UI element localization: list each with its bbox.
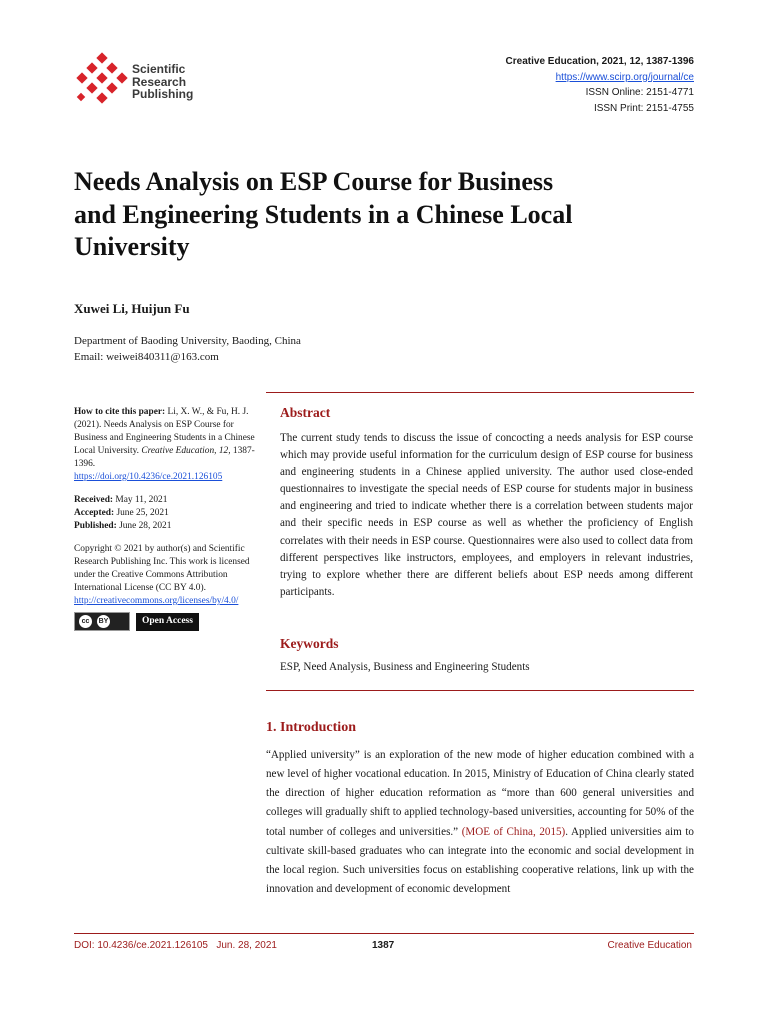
footer-doi-date: DOI: 10.4236/ce.2021.126105 Jun. 28, 2021 bbox=[74, 940, 277, 951]
open-access-badge: Open Access bbox=[136, 613, 199, 631]
page-number: 1387 bbox=[372, 940, 395, 951]
email: Email: weiwei840311@163.com bbox=[74, 351, 219, 363]
keywords-text: ESP, Need Analysis, Business and Engineering Students bbox=[280, 661, 530, 673]
logo-diamonds-icon bbox=[74, 52, 134, 112]
keywords-bottom-rule bbox=[266, 690, 694, 691]
published-line: Published: June 28, 2021 bbox=[74, 521, 172, 531]
cite-block bbox=[74, 406, 266, 471]
affiliation-block bbox=[74, 333, 301, 365]
paper-title: Needs Analysis on ESP Course for Business and Engineering Students in a Chinese Local University bbox=[74, 167, 573, 261]
abstract-text: The current study tends to discuss the issue of concocting a needs analysis for ESP course which may provide useful information for the curriculum design of ESP course for business and engineering students in a Chinese applied university. The author used close-ended questionnaires to investigate the special needs of ESP course for students major in business and engineering and tried to indicate whether there is a correlation between students major and their specific needs in ESP course as well as whether the proficiency of English correlates with their needs in ESP course. Questionnaires were also used to collect data from different perspectives like instructors, employees, and employers in relevant industries, trying to explore whether there are different beliefs about ESP needs among different participants. bbox=[280, 432, 693, 598]
footer-rule bbox=[74, 933, 694, 934]
journal-info bbox=[506, 54, 694, 116]
received-line: Received: May 11, 2021 bbox=[74, 495, 168, 505]
journal-url-link[interactable]: https://www.scirp.org/journal/ce bbox=[555, 71, 694, 83]
keywords-heading: Keywords bbox=[280, 636, 339, 651]
by-icon: BY bbox=[96, 614, 111, 629]
abstract-top-rule bbox=[266, 392, 694, 393]
copyright-text: Copyright © 2021 by author(s) and Scientific Research Publishing Inc. This work is licensed under the Creative Commons Attribution International License (CC BY 4.0). bbox=[74, 544, 250, 593]
publisher-name: Scientific Research Publishing bbox=[132, 62, 194, 101]
issn-online: ISSN Online: 2151-4771 bbox=[585, 87, 694, 98]
accepted-line: Accepted: June 25, 2021 bbox=[74, 508, 169, 518]
issn-print: ISSN Print: 2151-4755 bbox=[593, 102, 694, 114]
license-badges bbox=[74, 612, 266, 631]
cite-pages: 1387-1396. bbox=[74, 446, 255, 469]
cc-icon: cc bbox=[78, 614, 93, 629]
cite-label: How to cite this paper: bbox=[74, 407, 166, 417]
cite-journal: Creative Education, 12, bbox=[141, 446, 231, 456]
sidebar-info bbox=[74, 406, 266, 631]
cc-by-badge[interactable] bbox=[74, 612, 130, 631]
introduction-heading: 1. Introduction bbox=[266, 720, 356, 735]
authors: Xuwei Li, Huijun Fu bbox=[74, 301, 190, 316]
moe-citation-link[interactable]: (MOE of China, 2015) bbox=[461, 825, 566, 838]
abstract-heading: Abstract bbox=[280, 405, 331, 420]
journal-citation: Creative Education, 2021, 12, 1387-1396 bbox=[505, 56, 694, 67]
affiliation: Department of Baoding University, Baoding, China bbox=[74, 335, 301, 347]
doi-link[interactable]: https://doi.org/10.4236/ce.2021.126105 bbox=[74, 472, 223, 482]
cite-text: Li, X. W., & Fu, H. J. (2021). Needs Analysis on ESP Course for Business and Engineering Students in a Chinese Local University. bbox=[74, 407, 255, 456]
footer-journal: Creative Education bbox=[607, 940, 692, 951]
introduction-text: “Applied university” is an exploration of the new mode of higher education combined with a new level of higher vocational education. In 2015, Ministry of Education of China clearly stated the direction of higher education reformation as “more than 600 general universities and colleges will gradually shift to applied technology-based universities, accounting for 50% of the total number of colleges and universities.” (MOE of China, 2015). Applied universities aim to cultivate skill-based graduates who can integrate into the economic and social development in the local region. Such universities focus on establishing cooperative relations, link up with the innovation and development of economic development bbox=[266, 749, 694, 896]
license-link[interactable]: http://creativecommons.org/licenses/by/4.0/ bbox=[74, 596, 239, 606]
